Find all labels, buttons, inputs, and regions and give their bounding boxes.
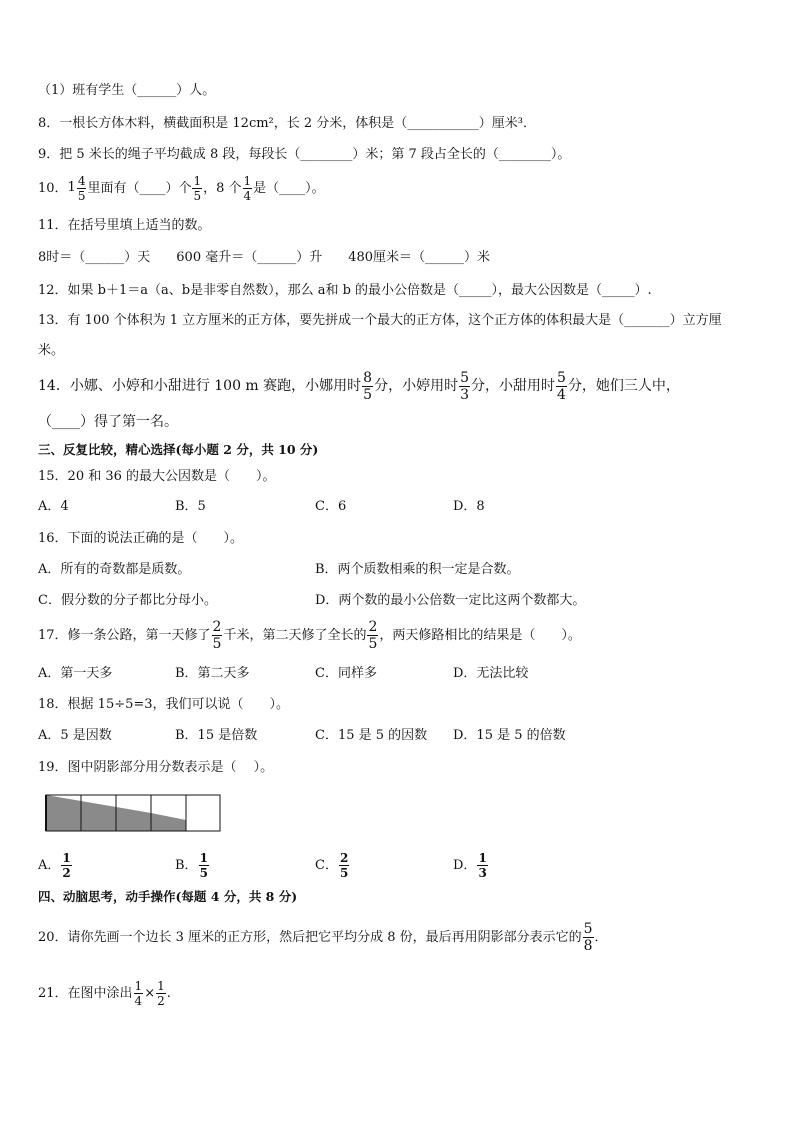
fraction: $\frac{2}{5}$: [339, 851, 349, 880]
q17-option-c[interactable]: C．同样多: [315, 666, 377, 681]
q15-option-d[interactable]: D．8: [453, 499, 485, 514]
q16-option-c[interactable]: C．假分数的分子都比分母小。: [38, 593, 217, 608]
q11-sub: 8时＝（______）天 600 毫升＝（______）升 480厘米＝（______）米: [38, 250, 491, 265]
q17: 17．修一条公路，第一天修了 $\frac{2}{5}$ 千米，第二天修了全长的 $\frac{2}{5}$ ，两天修路相比的结果是（ ）。: [38, 619, 581, 652]
q19-option-a[interactable]: A． $\frac{1}{2}$: [38, 851, 71, 880]
q19-option-b[interactable]: B． $\frac{1}{5}$: [175, 851, 208, 880]
q19: 19．图中阴影部分用分数表示是（ ）。: [38, 760, 274, 775]
q14-line1: 14．小娜、小婷和小甜进行 100 m 赛跑，小娜用时 $\frac{8}{5}$ 分，小婷用时 $\frac{5}{3}$ 分，小甜用时 $\frac{5}{4}$ 分，她们三人中，: [38, 369, 680, 403]
q17-option-a[interactable]: A．第一天多: [38, 666, 113, 681]
q11: 11．在括号里填上适当的数。: [38, 218, 211, 233]
q8: 8．一根长方体木料，横截面积是 12cm²，长 2 分米，体积是（___________）厘米³．: [38, 116, 537, 131]
q19-shaded-figure: [45, 794, 222, 832]
q18-option-b[interactable]: B．15 是倍数: [175, 728, 258, 743]
mixed-fraction: 1 $\frac{4}{5}$: [67, 173, 86, 203]
q9: 9．把 5 米长的绳子平均截成 8 段，每段长（________）米；第 7 段占全长的（________）。: [38, 147, 571, 162]
fraction: $\frac{5}{4}$: [557, 369, 566, 403]
fraction: $\frac{2}{5}$: [368, 619, 378, 652]
q12: 12．如果 b＋1＝a（a、b是非零自然数），那么 a和 b 的最小公倍数是（_____），最大公因数是（_____）.: [38, 283, 652, 298]
q10: 10．1 $\frac{4}{5}$ 里面有（____）个 $\frac{1}{5}$ ，8 个 $\frac{1}{4}$ 是（____）。: [38, 173, 325, 203]
q7-sub: （1）班有学生（______）人。: [38, 83, 216, 98]
q15-option-b[interactable]: B．5: [175, 499, 206, 514]
q15: 15．20 和 36 的最大公因数是（ ）。: [38, 469, 276, 484]
q21: 21．在图中涂出 $\frac{1}{4}$ × $\frac{1}{2}$ .: [38, 979, 171, 1008]
section3-title: 三、反复比较，精心选择(每小题 2 分，共 10 分): [38, 442, 319, 457]
q18-option-a[interactable]: A．5 是因数: [38, 728, 112, 743]
fraction: $\frac{1}{4}$: [243, 173, 252, 203]
q13-line2: 米。: [38, 343, 65, 358]
q18-option-d[interactable]: D．15 是 5 的倍数: [453, 728, 566, 743]
q17-option-b[interactable]: B．第二天多: [175, 666, 250, 681]
q19-option-d[interactable]: D． $\frac{1}{3}$: [453, 851, 487, 880]
fraction: $\frac{1}{2}$: [62, 851, 71, 880]
fraction: $\frac{1}{5}$: [193, 173, 202, 203]
section4-title: 四、动脑思考，动手操作(每题 4 分，共 8 分): [38, 889, 298, 904]
q16-option-b[interactable]: B．两个质数相乘的积一定是合数。: [315, 562, 520, 577]
q18-option-c[interactable]: C．15 是 5 的因数: [315, 728, 428, 743]
fraction: $\frac{1}{4}$: [134, 979, 143, 1008]
fraction: $\frac{2}{5}$: [212, 619, 222, 652]
fraction: $\frac{8}{5}$: [363, 369, 373, 403]
q15-option-c[interactable]: C．6: [315, 499, 347, 514]
fraction: $\frac{5}{3}$: [460, 369, 470, 403]
fraction: $\frac{1}{3}$: [478, 851, 487, 880]
q13-line1: 13．有 100 个体积为 1 立方厘米的正方体，要先拼成一个最大的正方体，这个正方体的体积最大是（_______）立方厘: [38, 313, 722, 328]
q15-option-a[interactable]: A．4: [38, 499, 69, 514]
q16-option-a[interactable]: A．所有的奇数都是质数。: [38, 562, 191, 577]
q20: 20．请你先画一个边长 3 厘米的正方形，然后把它平均分成 8 份，最后再用阴影部分表示它的 $\frac{5}{8}$ ．: [38, 921, 608, 954]
q19-option-c[interactable]: C． $\frac{2}{5}$: [315, 851, 349, 880]
fraction: $\frac{5}{8}$: [583, 921, 593, 954]
q14-line2: （____）得了第一名。: [38, 414, 178, 430]
fraction: $\frac{1}{5}$: [199, 851, 208, 880]
q17-option-d[interactable]: D．无法比较: [453, 666, 529, 681]
q16: 16．下面的说法正确的是（ ）。: [38, 531, 244, 546]
q16-option-d[interactable]: D．两个数的最小公倍数一定比这两个数都大。: [315, 593, 586, 608]
q18: 18．根据 15÷5=3，我们可以说（ ）。: [38, 697, 290, 712]
fraction: $\frac{1}{2}$: [157, 979, 165, 1008]
